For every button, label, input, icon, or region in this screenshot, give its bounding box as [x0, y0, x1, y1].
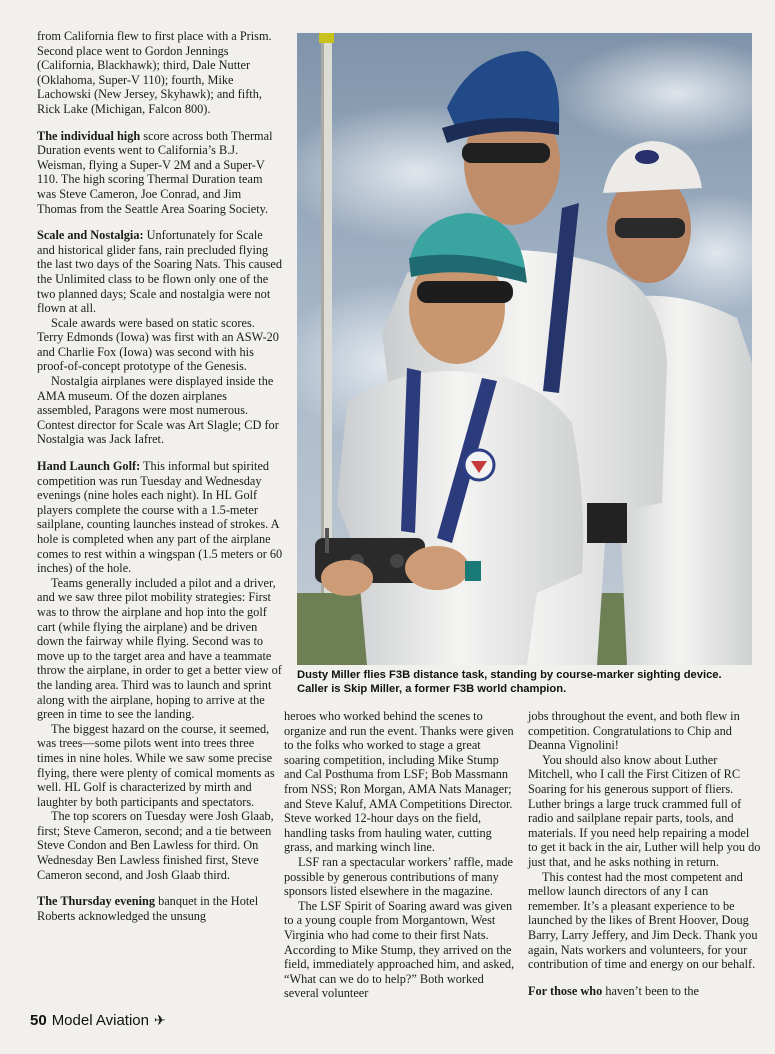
left-column-paragraph: Nostalgia airplanes were displayed inside the AMA museum. Of the dozen airplanes assembled, Paragons were most numerous. Contest director for Scale was Art Slagle; CD for Nostalgia was Jack Iafret. — [37, 374, 279, 447]
article-photo — [297, 33, 752, 665]
airplane-icon: ✈ — [153, 1012, 166, 1028]
middle-column-paragraph: The LSF Spirit of Soaring award was given to a young couple from Morgantown, West Virginia who had come to their first Nats. According to Mike Stump, they arrived on the field, immediately approached him, and asked, “What can we do to help?” Both worked several volunteer — [284, 898, 515, 1001]
article-right-column — [528, 709, 761, 998]
left-column-paragraph — [37, 228, 283, 316]
section-lead: The Thursday evening — [37, 894, 155, 909]
paragraph-text: banquet in the Hotel Roberts acknowledged the unsung — [37, 894, 259, 923]
right-column-paragraph — [528, 984, 761, 999]
section-lead: Scale and Nostalgia: — [37, 228, 144, 243]
paragraph-text: haven’t been to the — [602, 983, 699, 998]
section-lead: Hand Launch Golf: — [37, 459, 141, 474]
photo-caption: Dusty Miller flies F3B distance task, standing by course-marker sighting device. Caller is Skip Miller, a former F3B world champion. — [297, 669, 722, 695]
paragraph-text: score across both Thermal Duration events went to California’s B.J. Weisman, flying a Super-V 2M and a Super-V 110. The high scoring Thermal Duration team was Steve Cameron, Joe Conrad, and Jim Thomas from the Seattle Area Soaring Society. — [37, 128, 273, 216]
left-column-paragraph — [37, 129, 283, 217]
article-left-column — [37, 29, 283, 923]
middle-column-paragraph: LSF ran a spectacular workers’ raffle, made possible by generous contributions of many sponsors listed elsewhere in the magazine. — [284, 854, 513, 899]
section-lead: The individual high — [37, 128, 141, 143]
paragraph-text: Unfortunately for Scale and historical glider fans, rain precluded flying the last two days of the Soaring Nats. This caused the Unlimited class to be flown only one of the two planned days; Scale and nostalgia were not flown at all. — [37, 228, 282, 316]
right-column-paragraph: You should also know about Luther Mitchell, who I call the First Citizen of RC Soaring for his generous support of fliers. Luther brings a large truck crammed full of radio and sailplane repair parts, tools, and materials. If you need help repairing a model to get it back in the air, Luther will help you do just that, and he asks nothing in return. — [528, 752, 761, 869]
magazine-title: Model Aviation — [51, 1012, 149, 1029]
article-middle-column — [284, 709, 518, 1001]
left-column-paragraph: The biggest hazard on the course, it seemed, was trees—some pilots went into trees three times in nine holes. While we saw some precise flying, there were plenty of comical moments as well. HL Golf is characterized by mirth and laughter by both participants and spectators. — [37, 721, 275, 809]
section-lead: For those who — [528, 983, 603, 998]
paragraph-text: This informal but spirited competition was run Tuesday and Wednesday evenings (nine holes each night). In HL Golf players complete the course with a 1.5-meter sailplane, counting launches instead of strokes. A hole is completed when any part of the airplane comes to rest within a wingspan (1.5 meters or 60 inches) of the hole. — [37, 459, 283, 576]
left-column-paragraph: from California flew to first place with a Prism. Second place went to Gordon Jennings (California, Blackhawk); third, Dale Nutter (Oklahoma, Super-V 110); fourth, Mike Lachowski (New Jersey, Skyhawk); and fifth, Rick Lake (Michigan, Falcon 800). — [37, 29, 272, 116]
left-column-paragraph — [37, 459, 283, 576]
right-column-paragraph: jobs throughout the event, and both flew in competition. Congratulations to Chip and Deanna Vignolini! — [528, 709, 740, 753]
left-column-paragraph: Scale awards were based on static scores. Terry Edmonds (Iowa) was first with an ASW-20 and Charlie Fox (Iowa) was second with his proof-of-concept prototype of the Genesis. — [37, 315, 279, 374]
left-column-paragraph — [37, 894, 283, 923]
page-number: 50 — [30, 1012, 47, 1029]
right-column-paragraph: This contest had the most competent and mellow launch directors of any I can remember. It’s a pleasant experience to be launched by the likes of Brent Hoover, Doug Barry, Larry Jeffery, and Jim Deck. Thank you again, Nats workers and volunteers, for your contribution of time and energy on our behalf. — [528, 869, 758, 972]
left-column-paragraph: The top scorers on Tuesday were Josh Glaab, first; Steve Cameron, second; and a tie between Steve Condon and Ben Lawless for third. On Wednesday Ben Lawless finished first, Steve Cameron second, and Josh Glaab third. — [37, 809, 274, 882]
left-column-paragraph: Teams generally included a pilot and a driver, and we saw three pilot mobility strategies: First was to throw the airplane and hop into the golf cart (while flying the airplane) and be driven down the fairway while flying. Second was to move up to the target area and have a teammate throw the airplane, in order to get a better view of the landing area. Third was to launch and sprint along with the airplane, hoping to arrive at the green in time to see the landing. — [37, 575, 282, 722]
photo-illustration — [297, 33, 752, 665]
middle-column-paragraph: heroes who worked behind the scenes to organize and run the event. Thanks were given to the folks who worked to stage a great soaring competition, including Mike Stump and Cal Posthuma from LSF; Bob Massmann from NSS; Ron Morgan, AMA Nats Manager; and Steve Kaluf, AMA Competitions Director. Steve worked 12-hour days on the field, handling tasks from hauling water, cutting grass, and marking winch line. — [284, 709, 514, 855]
page-footer — [30, 1012, 166, 1029]
